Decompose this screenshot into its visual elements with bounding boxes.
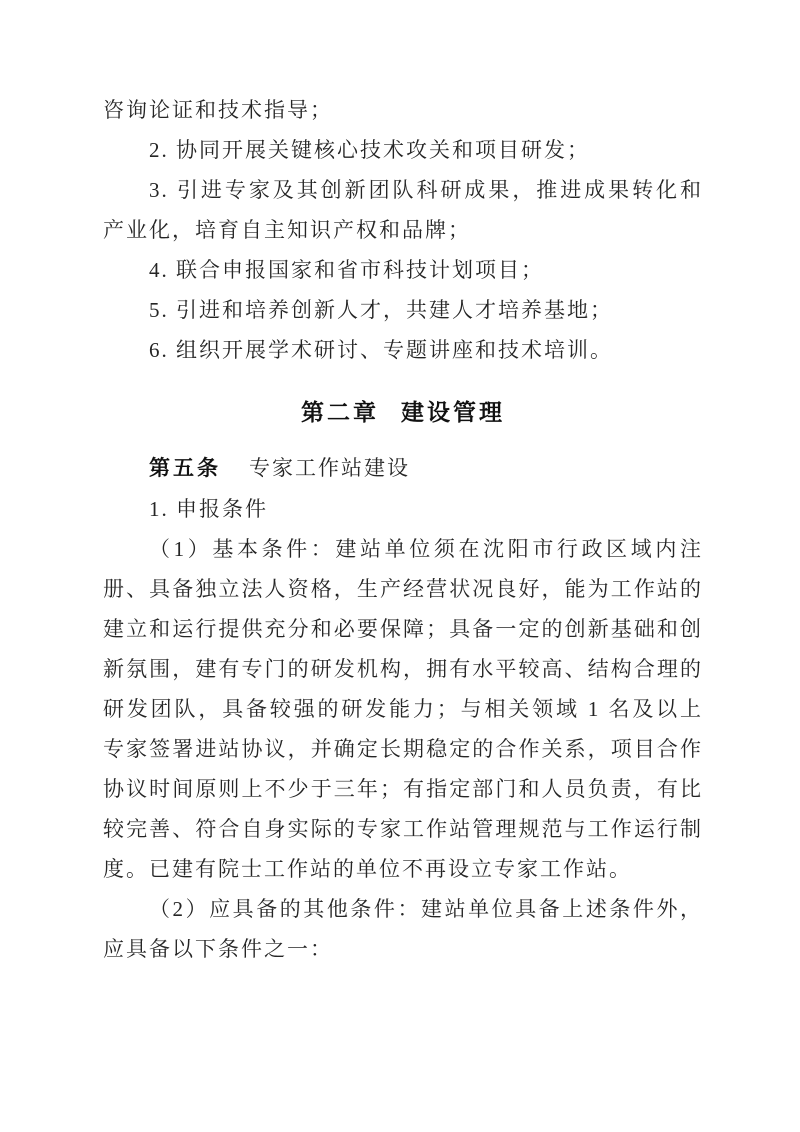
list-item-2: 2. 协同开展关键核心技术攻关和项目研发； xyxy=(149,138,590,162)
chapter-number: 第二章 xyxy=(301,399,379,425)
article-number: 第五条 xyxy=(149,457,221,480)
other-conditions-paragraph: （2）应具备的其他条件：建站单位具备上述条件外，应具备以下条件之一： xyxy=(103,897,703,961)
document-content xyxy=(103,90,703,969)
chapter-title: 建设管理 xyxy=(401,399,505,425)
article-title: 专家工作站建设 xyxy=(249,456,410,480)
article-heading xyxy=(103,448,703,489)
subsection-heading-application-conditions: 1. 申报条件 xyxy=(149,497,268,521)
chapter-heading xyxy=(103,392,703,432)
basic-conditions-paragraph: （1）基本条件：建站单位须在沈阳市行政区域内注册、具备独立法人资格，生产经营状况良好，能为工作站的建立和运行提供充分和必要保障；具备一定的创新基础和创新氛围，建有专门的研发机构，拥有水平较高、结构合理的研发团队，具备较强的研发能力；与相关领域 1 名及以上专家签署进站协议，并确定长期稳定的合作关系，项目合作协议时间原则上不少于三年；有指定部门和人员负责，有比较完善、符合自身实际的专家工作站管理规范与工作运行制度。已建有院士工作站的单位不再设立专家工作站。 xyxy=(103,537,703,881)
paragraph-continuation: 咨询论证和技术指导； xyxy=(103,98,333,122)
list-item-5: 5. 引进和培养创新人才，共建人才培养基地； xyxy=(149,298,613,322)
list-item-4: 4. 联合申报国家和省市科技计划项目； xyxy=(149,258,544,282)
list-item-6: 6. 组织开展学术研讨、专题讲座和技术培训。 xyxy=(149,338,613,362)
list-item-3: 3. 引进专家及其创新团队科研成果，推进成果转化和产业化，培育自主知识产权和品牌； xyxy=(103,178,703,242)
